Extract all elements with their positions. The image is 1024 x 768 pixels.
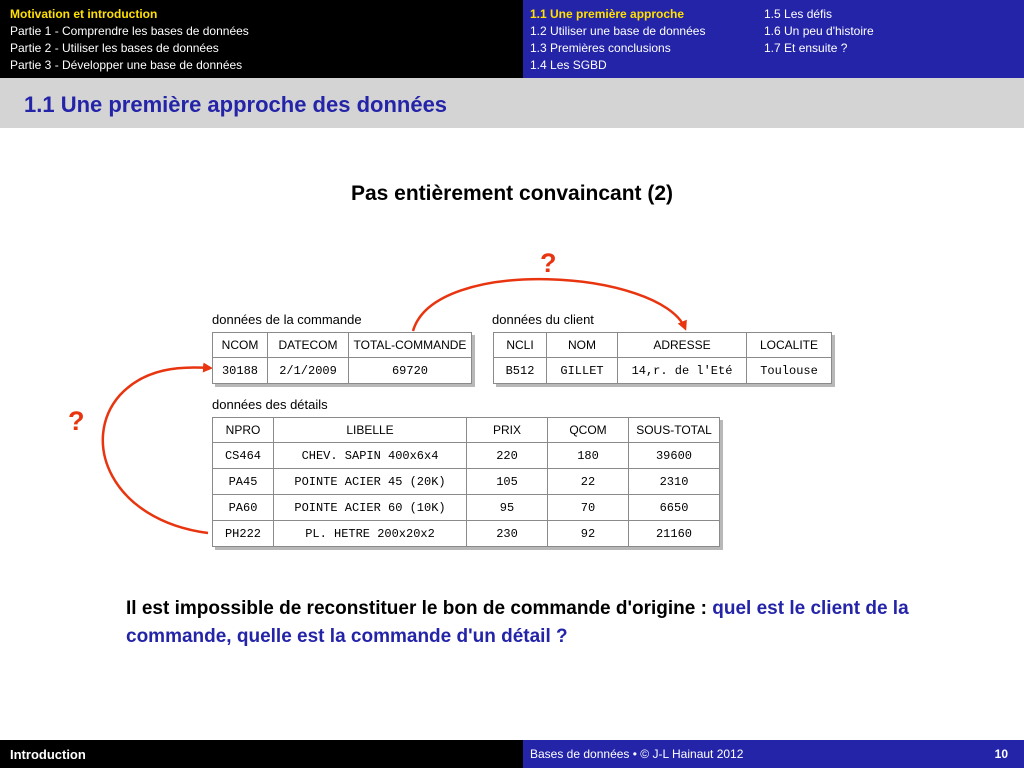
table-row: [213, 443, 720, 469]
nav-section-1-1[interactable]: 1.1 Une première approche: [530, 7, 685, 21]
column-header: LIBELLE: [274, 418, 467, 443]
table-cell: B512: [494, 358, 547, 384]
table-cell: PA60: [213, 495, 274, 521]
table-cell: PA45: [213, 469, 274, 495]
question-mark-client: ?: [540, 248, 557, 278]
details-table: [212, 417, 720, 547]
column-header: NCLI: [494, 333, 547, 358]
commande-table: [212, 332, 472, 384]
nav-partie-3[interactable]: Partie 3 - Développer une base de données: [10, 58, 243, 72]
details-caption: données des détails: [212, 397, 328, 412]
table-cell: 14,r. de l'Eté: [618, 358, 747, 384]
column-header: TOTAL-COMMANDE: [349, 333, 472, 358]
details-header-row: [213, 418, 720, 443]
question-mark-commande: ?: [68, 406, 85, 436]
slide-title: 1.1 Une première approche des données: [24, 92, 448, 117]
table-cell: Toulouse: [747, 358, 832, 384]
nav-section-1-5[interactable]: 1.5 Les défis: [764, 7, 833, 21]
page-number: 10: [994, 747, 1008, 761]
column-header: DATECOM: [268, 333, 349, 358]
table-cell: 39600: [629, 443, 720, 469]
column-header: ADRESSE: [618, 333, 747, 358]
table-cell: 69720: [349, 358, 472, 384]
nav-partie-1[interactable]: Partie 1 - Comprendre les bases de données: [10, 24, 249, 38]
table-cell: 92: [548, 521, 629, 547]
table-cell: 21160: [629, 521, 720, 547]
table-cell: 180: [548, 443, 629, 469]
table-row: [494, 358, 832, 384]
column-header: QCOM: [548, 418, 629, 443]
conclusion-highlight: quel est le client de la commande, quelle est la commande d'un détail ?: [126, 598, 909, 647]
table-row: [213, 521, 720, 547]
nav-partie-2[interactable]: Partie 2 - Utiliser les bases de données: [10, 41, 219, 55]
table-row: [213, 495, 720, 521]
nav-section-1-3[interactable]: 1.3 Premières conclusions: [530, 41, 671, 55]
table-cell: PL. HETRE 200x20x2: [274, 521, 467, 547]
column-header: PRIX: [467, 418, 548, 443]
table-cell: 220: [467, 443, 548, 469]
client-caption: données du client: [492, 312, 594, 327]
table-cell: CHEV. SAPIN 400x6x4: [274, 443, 467, 469]
table-cell: 70: [548, 495, 629, 521]
table-cell: 95: [467, 495, 548, 521]
footer-course-info: Bases de données • © J-L Hainaut 2012: [530, 747, 744, 761]
commande-caption: données de la commande: [212, 312, 362, 327]
conclusion-main: Il est impossible de reconstituer le bon de commande d'origine :: [126, 598, 713, 619]
table-cell: CS464: [213, 443, 274, 469]
table-row: [213, 358, 472, 384]
commande-header-row: [213, 333, 472, 358]
table-row: [213, 469, 720, 495]
conclusion-text: [126, 595, 966, 651]
nav-section-1-4[interactable]: 1.4 Les SGBD: [530, 58, 607, 72]
nav-section-1-6[interactable]: 1.6 Un peu d'histoire: [764, 24, 874, 38]
nav-section-1-2[interactable]: 1.2 Utiliser une base de données: [530, 24, 706, 38]
slide-heading: Pas entièrement convaincant (2): [350, 182, 674, 205]
table-cell: 2/1/2009: [268, 358, 349, 384]
table-cell: 30188: [213, 358, 268, 384]
table-cell: POINTE ACIER 60 (10K): [274, 495, 467, 521]
footer-section-link[interactable]: Introduction: [10, 747, 86, 762]
table-cell: 2310: [629, 469, 720, 495]
column-header: SOUS-TOTAL: [629, 418, 720, 443]
column-header: LOCALITE: [747, 333, 832, 358]
arrow-details-to-commande: [103, 367, 210, 533]
table-cell: PH222: [213, 521, 274, 547]
client-header-row: [494, 333, 832, 358]
column-header: NOM: [547, 333, 618, 358]
column-header: NCOM: [213, 333, 268, 358]
table-cell: 6650: [629, 495, 720, 521]
nav-motivation-introduction[interactable]: Motivation et introduction: [10, 7, 158, 21]
nav-section-1-7[interactable]: 1.7 Et ensuite ?: [764, 41, 848, 55]
table-cell: 22: [548, 469, 629, 495]
table-cell: POINTE ACIER 45 (20K): [274, 469, 467, 495]
table-cell: GILLET: [547, 358, 618, 384]
column-header: NPRO: [213, 418, 274, 443]
footer-bar: [0, 740, 1024, 768]
client-table: [493, 332, 832, 384]
table-cell: 230: [467, 521, 548, 547]
table-cell: 105: [467, 469, 548, 495]
